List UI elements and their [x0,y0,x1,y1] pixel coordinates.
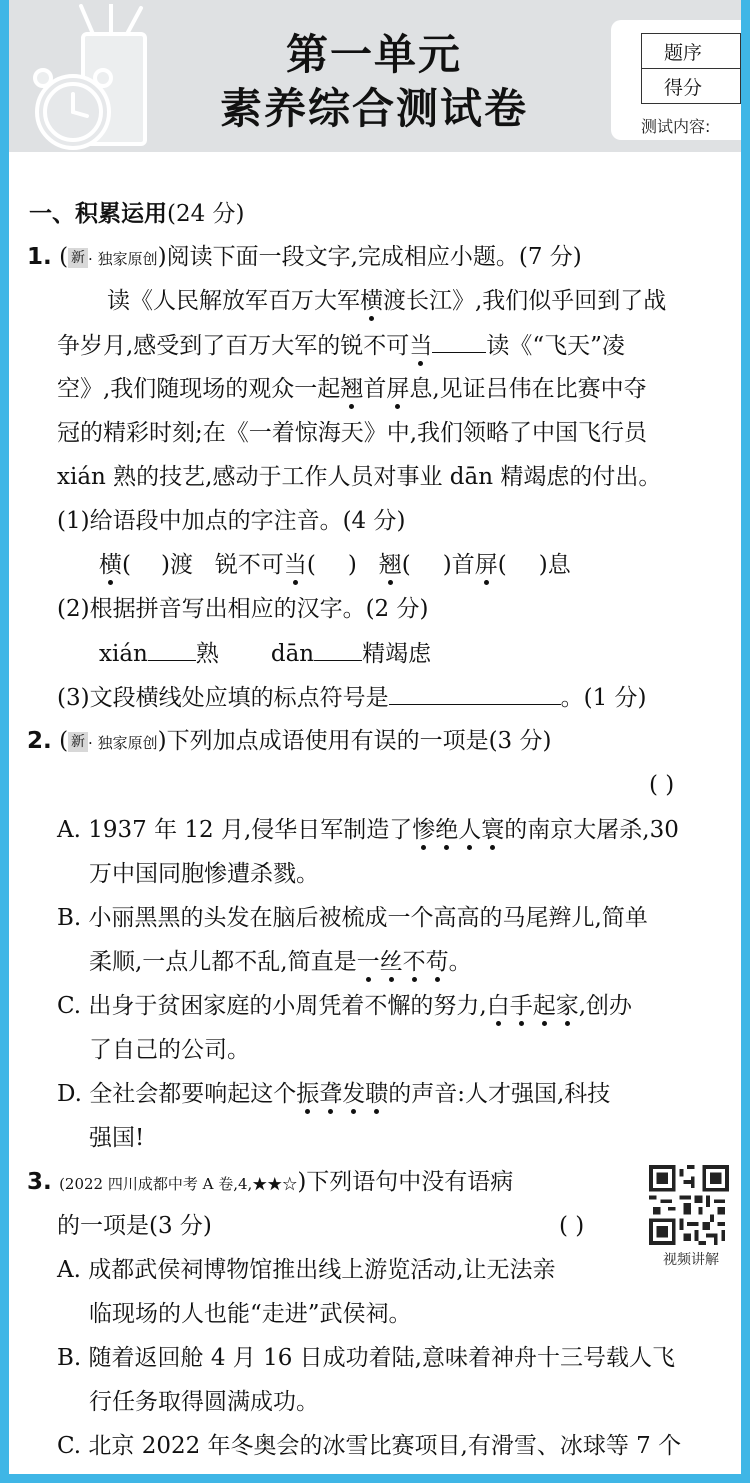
q2-prompt-text: )下列加点成语使用有误的一项是(3 分) [157,728,552,754]
score-row-label-2: 得分 [642,69,741,104]
page-title [204,28,544,136]
dotted-char: 横 [99,552,122,578]
q2-option-b-cont: 柔顺,一点儿都不乱,简直是一丝不苟。 [89,949,472,975]
q1-sub2-items: xián 熟 dān 精竭虑 [99,638,431,669]
dotted-char: 翘 [378,552,402,578]
qr-code-icon[interactable] [649,1165,729,1245]
q1-prompt: 1. ( 新 · 独家原创)阅读下面一段文字,完成相应小题。(7 分) [27,244,582,270]
q2-prompt: 2. ( 新 · 独家原创)下列加点成语使用有误的一项是(3 分) [27,728,552,754]
dotted-char: 翘 [340,376,364,402]
qr-caption: 视频讲解 [663,1252,719,1268]
answer-paren[interactable]: ( ) [649,772,675,798]
q3-prompt-text: )下列语句中没有语病 [297,1169,514,1195]
test-content-label: 测试内容: [641,117,711,136]
dotted-idiom: 惨绝人寰 [412,817,505,843]
q1-sub3: (3)文段横线处应填的标点符号是 。(1 分) [57,682,646,713]
q1-source: · 独家原创 [88,250,158,268]
q1-passage-line: 读《人民解放军百万大军横渡长江》,我们似乎回到了战 [107,288,667,314]
q2-option-d[interactable]: D. 全社会都要响起这个振聋发聩的声音:人才强国,科技 [57,1081,611,1107]
section-title: 一、积累运用 [29,201,167,227]
q3-option-c[interactable]: C. 北京 2022 年冬奥会的冰雪比赛项目,有滑雪、冰球等 7 个 [57,1433,682,1459]
dotted-char: 屏 [474,552,498,578]
title-line1: 第一单元 [285,30,462,79]
new-tag: 新 [68,248,88,268]
answer-blank[interactable] [389,682,561,705]
dotted-char: 横 [360,288,383,314]
q1-prompt-text: )阅读下面一段文字,完成相应小题。(7 分) [157,244,582,270]
q3-option-a[interactable]: A. 成都武侯祠博物馆推出线上游览活动,让无法亲 [57,1257,556,1283]
q2-option-c[interactable]: C. 出身于贫困家庭的小周凭着不懈的努力,白手起家,创办 [57,993,633,1019]
q3-number: 3. [27,1169,52,1195]
q1-passage-line: 冠的精彩时刻;在《一着惊海天》中,我们领略了中国飞行员 [57,420,648,446]
q1-sub1: (1)给语段中加点的字注音。(4 分) [57,508,406,534]
section-heading [29,199,245,229]
q1-passage-line: 争岁月,感受到了百万大军的锐不可当 读《“飞天”凌 [57,330,625,361]
q2-source: · 独家原创 [88,734,158,752]
q2-number: 2. [27,728,52,754]
dotted-char: 当 [283,552,307,578]
header-banner [9,0,741,152]
q1-sub2: (2)根据拼音写出相应的汉字。(2 分) [57,596,429,622]
q3-prompt-cont: 的一项是(3 分) [57,1213,212,1239]
q3-option-b-cont: 行任务取得圆满成功。 [89,1389,319,1415]
dotted-idiom: 振聋发聩 [296,1081,389,1107]
clock-pencil-cup-icon [21,4,171,154]
title-line2: 素养综合测试卷 [219,84,528,133]
q2-option-d-cont: 强国! [89,1125,145,1151]
dotted-idiom: 一丝不苟 [356,949,449,975]
q3-prompt [27,1167,513,1199]
score-row-label-1: 题序 [642,34,741,69]
q2-option-a[interactable]: A. 1937 年 12 月,侵华日军制造了惨绝人寰的南京大屠杀,30 [57,817,679,843]
q3-source: (2022 四川成都中考 A 卷,4,★★☆ [59,1175,298,1193]
q2-option-b[interactable]: B. 小丽黑黑的头发在脑后被梳成一个高高的马尾辫儿,简单 [57,905,648,931]
answer-blank[interactable] [148,638,196,661]
answer-blank[interactable] [314,638,362,661]
dotted-idiom: 白手起家 [486,993,579,1019]
q3-option-a-cont: 临现场的人也能“走进”武侯祠。 [89,1301,412,1327]
section-score: (24 分) [167,201,245,227]
q2-option-a-cont: 万中国同胞惨遭杀戮。 [89,861,319,887]
q1-passage-line: xián 熟的技艺,感动于工作人员对事业 dān 精竭虑的付出。 [57,464,662,490]
q2-option-c-cont: 了自己的公司。 [89,1037,250,1063]
new-tag: 新 [68,732,88,752]
answer-paren[interactable]: ( ) [559,1213,585,1239]
q3-option-b[interactable]: B. 随着返回舱 4 月 16 日成功着陆,意味着神舟十三号载人飞 [57,1345,675,1371]
q1-number: 1. [27,244,52,270]
score-table [641,33,741,104]
dotted-char: 当 [409,333,433,359]
answer-blank[interactable] [432,330,486,353]
q1-passage-line: 空》,我们随现场的观众一起翘首屏息,见证吕伟在比赛中夺 [57,376,647,402]
dotted-char: 屏 [386,376,410,402]
q1-sub1-items: 横( )渡 锐不可当( ) 翘( )首屏( )息 [99,552,571,578]
